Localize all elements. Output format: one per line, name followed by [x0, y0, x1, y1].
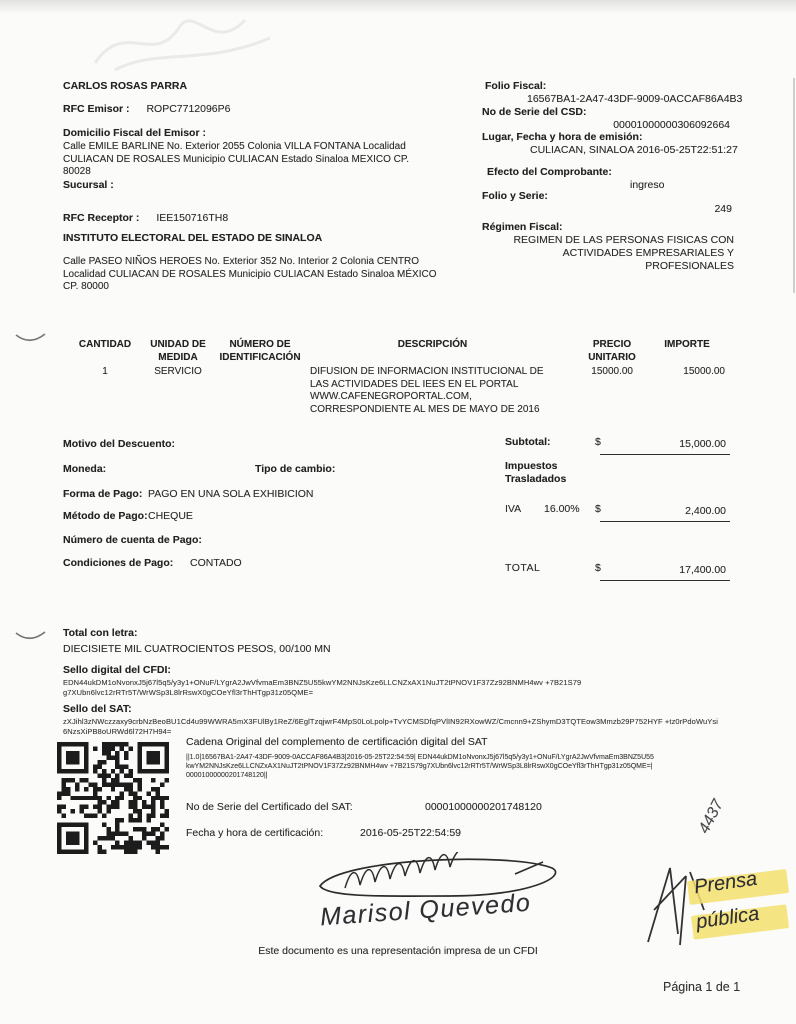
iva-rate: 16.00% — [544, 503, 580, 515]
total-label: TOTAL — [505, 562, 541, 574]
cell-descripcion: DIFUSION DE INFORMACION INSTITUCIONAL DE LAS ACTIVIDADES DEL IEES EN EL PORTAL WWW.CAFENEGROPORTAL.COM, CORRESPONDIENTE AL MES DE MAYO DE 2016 — [310, 366, 544, 415]
sello-sat-label: Sello del SAT: — [63, 703, 132, 715]
forma-pago-label: Forma de Pago: — [63, 488, 143, 500]
handwritten-prensa: Prensa — [692, 867, 759, 899]
scan-edge-right — [793, 78, 795, 293]
col-header-precio: PRECIO UNITARIO — [588, 339, 636, 363]
col-header-cantidad: CANTIDAD — [78, 339, 132, 350]
subtotal-currency: $ — [595, 436, 601, 448]
cuenta-pago-label: Número de cuenta de Pago: — [63, 534, 202, 546]
col-header-numero: NÚMERO DE IDENTIFICACIÓN — [219, 339, 301, 363]
emitter-rfc-value: ROPC7712096P6 — [146, 103, 231, 115]
effect-value: ingreso — [630, 179, 665, 191]
subtotal-underline — [600, 454, 730, 455]
regimen-label: Régimen Fiscal: — [482, 221, 563, 233]
sello-cfdi-value: EDN44ukDM1oNvonxJ5j67l5q5/y3y1+ONuF/LYgrA2JwVfvmaEm3BNZ5U55kwYM2NNJsKze6LLCNZxAX1NuJT2tPNOV1F37Zz92BNMH4wv +7B21S79g7XUbn6lvc12rRTr5T/WrWSp3L8lrRswX0gCOeYfl3rThHTgp31z05QME= — [63, 678, 582, 697]
receiver-rfc-row — [63, 212, 228, 225]
csd-serial-label: No de Serie del CSD: — [482, 106, 587, 118]
iva-value: 2,400.00 — [685, 505, 726, 517]
receiver-name: INSTITUTO ELECTORAL DEL ESTADO DE SINALOA — [63, 232, 323, 244]
iva-underline — [600, 521, 730, 522]
certification-date-value: 2016-05-25T22:54:59 — [360, 827, 461, 839]
cell-precio: 15000.00 — [591, 366, 633, 377]
emitter-address-label: Domicilio Fiscal del Emisor : — [63, 127, 206, 139]
emission-value: CULIACAN, SINALOA 2016-05-25T22:51:27 — [530, 144, 738, 156]
emitter-rfc-row — [63, 103, 231, 116]
total-value: 17,400.00 — [679, 564, 726, 576]
signature-name: Marisol Quevedo — [319, 888, 533, 932]
total-underline — [600, 580, 730, 581]
folio-serie-label: Folio y Serie: — [482, 190, 548, 202]
csd-serial-value: 00001000000306092664 — [613, 119, 730, 131]
receiver-rfc-value: IEE150716TH8 — [156, 212, 229, 224]
margin-check-mark-bottom — [14, 628, 48, 646]
regimen-value: REGIMEN DE LAS PERSONAS FISICAS CON ACTIVIDADES EMPRESARIALES Y PROFESIONALES — [513, 234, 734, 272]
metodo-pago-label: Método de Pago: — [63, 510, 148, 522]
total-letra-label: Total con letra: — [63, 627, 138, 639]
sat-cert-serial-value: 00001000000201748120 — [425, 801, 542, 813]
emission-label: Lugar, Fecha y hora de emisión: — [482, 131, 643, 143]
total-currency: $ — [595, 562, 601, 574]
forma-pago-value: PAGO EN UNA SOLA EXHIBICION — [148, 488, 314, 500]
handwritten-number: 4437 — [695, 797, 728, 837]
qr-code — [57, 742, 169, 854]
receiver-rfc-label: RFC Receptor : — [63, 212, 140, 224]
emitter-rfc-label: RFC Emisor : — [63, 103, 130, 115]
emitter-branch-label: Sucursal : — [63, 179, 114, 191]
moneda-label: Moneda: — [63, 463, 107, 475]
folio-serie-value: 249 — [714, 203, 732, 215]
col-header-descripcion: DESCRIPCIÓN — [397, 339, 468, 350]
col-header-importe: IMPORTE — [664, 339, 710, 350]
subtotal-label: Subtotal: — [505, 436, 551, 448]
effect-label: Efecto del Comprobante: — [487, 166, 612, 178]
sat-cert-serial-label: No de Serie del Certificado del SAT: — [186, 801, 353, 813]
folio-fiscal-value: 16567BA1-2A47-43DF-9009-0ACCAF86A4B3 — [527, 93, 743, 105]
cadena-value: ||1.0|16567BA1-2A47-43DF-9009-0ACCAF86A4B3|2016-05-25T22:54:59| EDN44ukDM1oNvonxJ5j67l5q5/y3y1+ONuF/LYgrA2JwVfvmaEm3BNZ5U55kwYM2NNJsKze6LLCNZxAX1NuJT2tPNOV1F37Zz92BNMH4wv +7B21S79g7XUbn6lvc12rRTr5T/WrWSp3L8lrRswX0gCOeYfl3rThHTgp31z05QME=|00001000000201748120|| — [186, 754, 654, 779]
condiciones-value: CONTADO — [190, 557, 242, 569]
condiciones-label: Condiciones de Pago: — [63, 557, 174, 569]
cfdi-representation-note: Este documento es una representación impresa de un CFDI — [258, 945, 538, 957]
faint-pencil-watermark — [85, 8, 285, 78]
receiver-address: Calle PASEO NIÑOS HEROES No. Exterior 352 No. Interior 2 Colonia CENTRO Localidad CULIACAN DE ROSALES Municipio CULIACAN Estado Sinaloa MÉXICO CP. 80000 — [63, 256, 437, 292]
emitter-name: CARLOS ROSAS PARRA — [63, 80, 188, 92]
metodo-pago-value: CHEQUE — [148, 510, 193, 522]
cadena-label: Cadena Original del complemento de certificación digital del SAT — [186, 736, 488, 748]
cell-importe: 15000.00 — [683, 366, 725, 377]
motivo-descuento-label: Motivo del Descuento: — [63, 438, 176, 450]
cell-unidad: SERVICIO — [154, 366, 202, 377]
cell-cantidad: 1 — [102, 366, 108, 377]
page-number: Página 1 de 1 — [663, 980, 741, 994]
iva-currency: $ — [595, 503, 601, 515]
sello-cfdi-label: Sello digital del CFDI: — [63, 664, 171, 676]
subtotal-value: 15,000.00 — [679, 438, 726, 450]
sello-sat-value: zXJihl3zNWczzaxy9crbNzBeoBU1Cd4u99WWRA5mX3FUlBy1ReZ/6EglTzqjwrF4MpS0LoLpolp+TvYCMSDfqPVlIN92RXowWZ/Cmcnn9+ZShymD3TQTEow3Mmzb29P752HYF +tz0rPdoWuYsi6NzsXiPB8oURWd6l72H7H94= — [63, 717, 718, 736]
folio-fiscal-label: Folio Fiscal: — [485, 80, 547, 92]
iva-label: IVA — [505, 503, 522, 515]
margin-check-mark-top — [14, 330, 48, 348]
total-letra-value: DIECISIETE MIL CUATROCIENTOS PESOS, 00/100 MN — [63, 643, 331, 655]
impuestos-label: Impuestos Trasladados — [505, 460, 567, 485]
tipo-cambio-label: Tipo de cambio: — [255, 463, 336, 475]
certification-date-label: Fecha y hora de certificación: — [186, 827, 324, 839]
handwritten-publica: pública — [694, 902, 761, 934]
emitter-address: Calle EMILE BARLINE No. Exterior 2055 Colonia VILLA FONTANA Localidad CULIACAN DE ROSALES Municipio CULIACAN Estado Sinaloa MEXICO CP. 80028 — [63, 141, 410, 177]
col-header-unidad: UNIDAD DE MEDIDA — [150, 339, 206, 363]
